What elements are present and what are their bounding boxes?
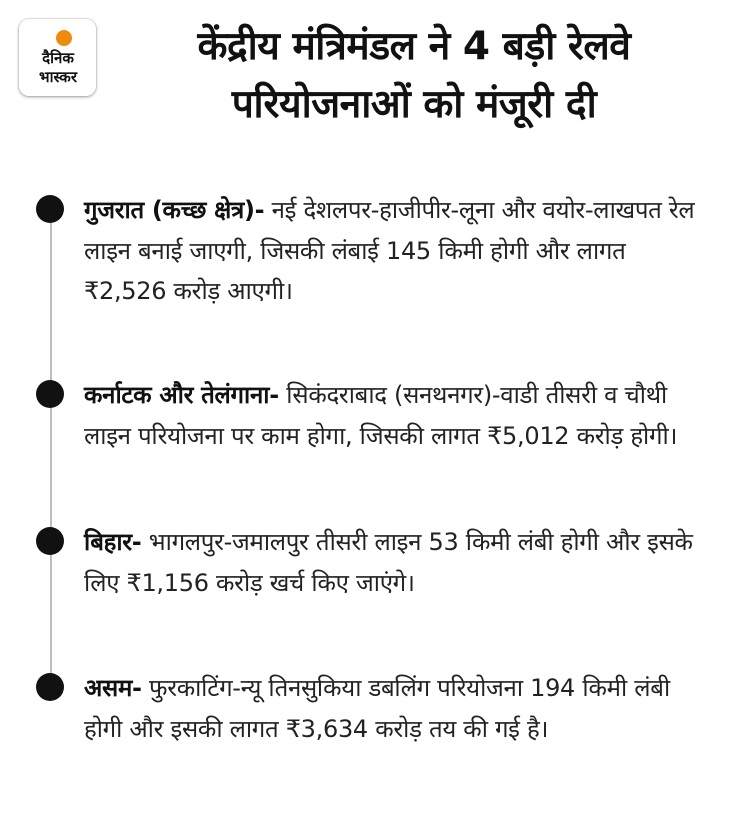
item-body: भागलपुर-जमालपुर तीसरी लाइन 53 किमी लंबी होगी और इसके लिए ₹1,156 करोड़ खर्च किए जाएंगे। — [84, 528, 693, 597]
item-title: कर्नाटक और तेलंगाना- — [84, 381, 279, 409]
item-text — [84, 190, 696, 312]
item-title: बिहार- — [84, 528, 142, 556]
project-item-assam — [36, 668, 696, 749]
item-title: असम- — [84, 674, 142, 702]
bullet-dot — [36, 673, 64, 701]
item-text — [84, 522, 696, 603]
bullet-dot — [36, 195, 64, 223]
logo-line-1: दैनिक — [41, 48, 74, 67]
project-item-gujarat — [36, 190, 696, 312]
bullet-dot — [36, 527, 64, 555]
item-body: नई देशलपर-हाजीपीर-लूना और वयोर-लाखपत रेल लाइन बनाई जाएगी, जिसकी लंबाई 145 किमी होगी और लागत ₹2,526 करोड़ आएगी। — [84, 196, 695, 305]
headline: केंद्रीय मंत्रिमंडल ने 4 बड़ी रेलवे परियोजनाओं को मंजूरी दी — [197, 24, 631, 127]
item-body: फुरकाटिंग-न्यू तिनसुकिया डबलिंग परियोजना 194 किमी लंबी होगी और इसकी लागत ₹3,634 करोड़ तय की गई है। — [84, 674, 670, 743]
project-item-bihar — [36, 522, 696, 603]
logo-emblem — [25, 28, 91, 88]
dainik-bhaskar-logo — [19, 19, 96, 96]
bullet-dot — [36, 380, 64, 408]
item-text — [84, 668, 696, 749]
item-title: गुजरात (कच्छ क्षेत्र)- — [84, 196, 265, 224]
sun-icon — [56, 30, 72, 46]
logo-line-2: भास्कर — [38, 67, 77, 86]
project-item-karnataka-telangana — [36, 375, 696, 456]
item-body: सिकंदराबाद (सनथनगर)-वाडी तीसरी व चौथी लाइन परियोजना पर काम होगा, जिसकी लागत ₹5,012 करोड़ होगी। — [84, 381, 678, 450]
item-text — [84, 375, 696, 456]
